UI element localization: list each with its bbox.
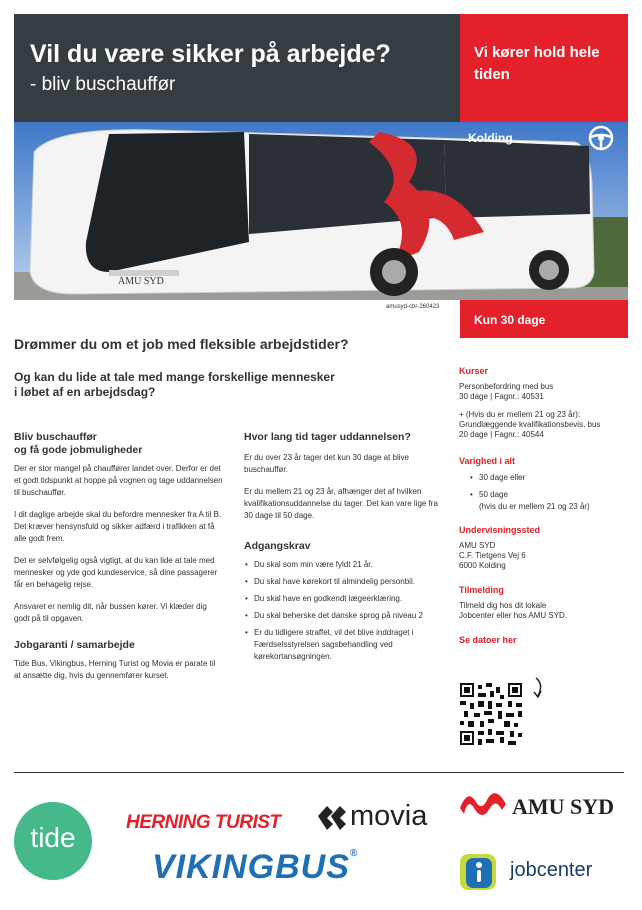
paragraph: I dit daglige arbejde skal du befordre mennesker fra A til B. Det kræver hensynsfuld og sikker adfærd i trafikken at få alle godt frem.: [14, 510, 222, 543]
jobcenter-logo-mark: [458, 852, 498, 892]
varighed-option: 50 dage: [479, 490, 508, 499]
list-item: • Du skal beherske det danske sprog på niveau 2: [254, 610, 444, 622]
column-duration: [244, 431, 444, 668]
heading-line-1: Bliv buschauffør: [14, 431, 97, 443]
herning-turist-logo: HERNING TURIST: [126, 812, 281, 833]
paragraph: Tide Bus, Vikingbus, Herning Turist og Movia er parate til at ansætte dig, hvis du gennemfører kurset.: [14, 659, 216, 680]
intro-question-2-line-1: Og kan du lide at tale med mange forskellige mennesker: [14, 370, 335, 384]
varighed-list: [459, 472, 629, 513]
steering-wheel-icon: [588, 125, 614, 151]
section-heading-jobgaranti: Jobgaranti / samarbejde: [14, 639, 135, 651]
paragraph: Er du mellem 21 og 23 år, afhænger det af hvilken kvalifikationsuddannelse du tager. Det kan vare lige fra 30 dage til 50 dage.: [244, 487, 438, 520]
page-subtitle: - bliv buschauffør: [30, 74, 176, 95]
paragraph: Ansvaret er nemlig dit, når bussen kører. Vi klæder dig godt på til opgaven.: [14, 602, 207, 623]
section-heading-requirements: Adgangskrav: [244, 540, 311, 552]
paragraph: Der er stor mangel på chauffører landet over. Derfor er det et godt tidspunkt at hoppe på vognen og tage uddannelsen til buschauffør.: [14, 464, 223, 497]
tide-logo: [14, 802, 92, 880]
column-info: [459, 366, 629, 645]
vikingbus-logo-text: VIKINGBUS: [152, 848, 350, 886]
intro-question-2-line-2: i løbet af en arbejdsdag?: [14, 385, 156, 399]
vikingbus-trademark: ®: [349, 848, 359, 859]
list-item: • Er du tidligere straffet, vil det blive inddraget i Færdselsstyrelsen sagsbehandling ved kørekortansøgningen.: [254, 627, 444, 663]
address-line: C.F. Tietgens Vej 6: [459, 551, 526, 560]
location-label: Kolding: [468, 131, 513, 145]
requirements-list: [244, 559, 444, 663]
intro-question: Drømmer du om et job med fleksible arbejdstider?: [14, 336, 349, 352]
kurser-line: Personbefordring med bus: [459, 382, 554, 391]
list-item: • Du skal have en godkendt lægeerklæring.: [254, 593, 444, 605]
movia-logo-mark: [315, 800, 349, 832]
kurser-line: Grundlæggende kvalifikationsbevis, bus: [459, 420, 601, 429]
tide-logo-text: tide: [30, 822, 76, 853]
section-heading: Hvor lang tid tager uddannelsen?: [244, 431, 411, 443]
bus-illustration: [14, 122, 628, 300]
intro-question-2: [14, 370, 444, 400]
bus-photo: [14, 122, 628, 300]
dates-heading: Se datoer her: [459, 635, 517, 645]
list-item: [479, 489, 629, 513]
duration-label: Kun 30 dage: [474, 313, 546, 327]
kurser-line: + (Hvis du er mellem 21 og 23 år):: [459, 410, 581, 419]
tilmelding-line: Jobcenter eller hos AMU SYD.: [459, 611, 568, 620]
vikingbus-logo: [152, 848, 358, 887]
paragraph: Er du over 23 år tager det kun 30 dage at blive buschauffør.: [244, 453, 409, 474]
varighed-heading: Varighed i alt: [459, 456, 516, 466]
address-line: AMU SYD: [459, 541, 496, 550]
page-title: Vil du være sikker på arbejde?: [30, 40, 391, 68]
qr-code[interactable]: [460, 683, 522, 745]
image-code: amusyd-cbr-260423: [386, 304, 440, 310]
column-become-driver: [14, 431, 224, 682]
footer-divider: [14, 772, 624, 773]
list-item: • Du skal som min være fyldt 21 år.: [254, 559, 444, 571]
sted-heading: Undervisningssted: [459, 525, 541, 535]
list-item: • 30 dage eller: [479, 472, 629, 484]
tilmelding-line: Tilmeld dig hos dit lokale: [459, 601, 547, 610]
kurser-heading: Kurser: [459, 366, 489, 376]
tagline: Vi kører hold hele tiden: [474, 44, 600, 83]
movia-logo: movia: [350, 800, 428, 832]
kurser-line: 30 dage | Fagnr.: 40531: [459, 392, 544, 401]
amusyd-logo: AMU SYD: [512, 794, 615, 819]
list-item: • Du skal have kørekort til almindelig personbil.: [254, 576, 444, 588]
curved-arrow-icon: [530, 676, 546, 700]
amusyd-logo-mark: [458, 788, 508, 824]
section-heading: [14, 431, 224, 457]
address-line: 6000 Kolding: [459, 561, 506, 570]
kurser-line: 20 dage | Fagnr.: 40544: [459, 430, 544, 439]
svg-text:AMU SYD: AMU SYD: [118, 276, 164, 287]
paragraph: Det er selvfølgelig også vigtigt, at du kan lide at tale med mennesker og yde god kundeservice, så dine passagerer får en behagelig rejse.: [14, 556, 218, 589]
tilmelding-heading: Tilmelding: [459, 585, 504, 595]
varighed-note: (hvis du er mellem 21 og 23 år): [479, 502, 590, 511]
heading-line-2: og få gode jobmuligheder: [14, 444, 143, 456]
svg-text:AMU SYD: AMU SYD: [542, 171, 575, 179]
jobcenter-logo: jobcenter: [510, 859, 593, 881]
